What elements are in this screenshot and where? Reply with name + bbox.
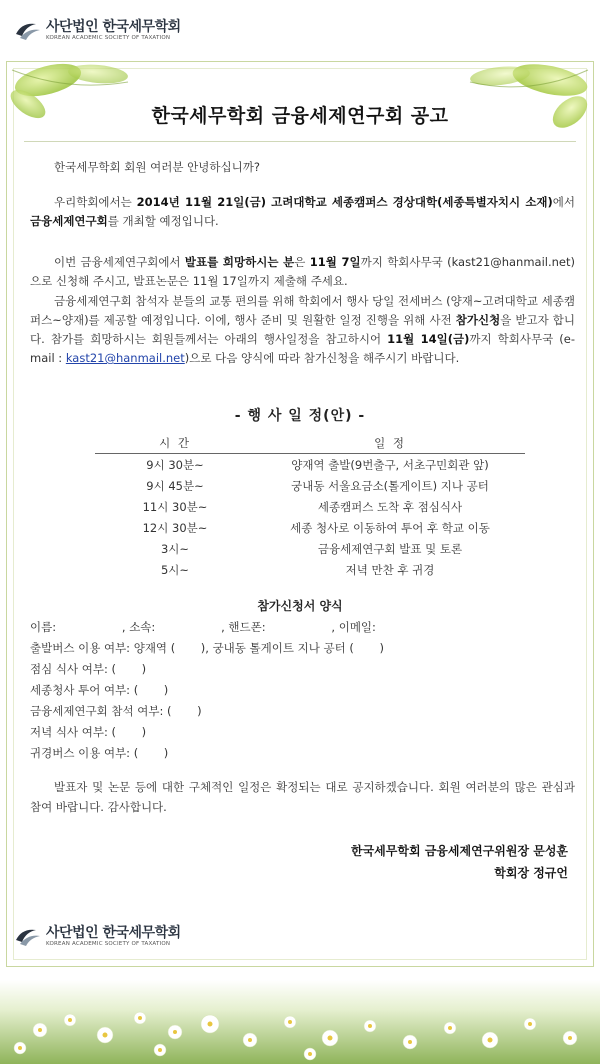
form-row-contact: 이름: , 소속: , 핸드폰: , 이메일: (30, 620, 376, 634)
email-link[interactable]: kast21@hanmail.net (65, 351, 185, 365)
table-row (95, 475, 525, 496)
event-name: 금융세제연구회 (30, 214, 108, 228)
greeting: 한국세무학회 회원 여러분 안녕하십니까? (54, 160, 260, 174)
schedule-time: 5시~ (160, 562, 190, 577)
closing-text: 발표자 및 논문 등에 대한 구체적인 일정은 확정되는 대로 공지하겠습니다. 회원 여러분의 많은 관심과 참여 바랍니다. 감사합니다. (30, 780, 575, 814)
table-row (95, 454, 525, 476)
form-row-tour: 세종청사 투어 여부: ( ) (30, 683, 169, 697)
flower-meadow-decoration-icon (0, 980, 600, 1064)
schedule-event: 세종 청사로 이동하여 투어 후 학교 이동 (290, 520, 490, 535)
schedule-event: 금융세제연구회 발표 및 토론 (317, 541, 463, 556)
registration-form (30, 617, 575, 764)
para2-text-1: 이번 금융세제연구회에서 (54, 255, 185, 269)
title-divider (24, 141, 576, 142)
schedule-event: 저녁 만찬 후 귀경 (345, 562, 435, 577)
form-row-return-bus: 귀경버스 이용 여부: ( ) (30, 746, 169, 760)
notice-title: 한국세무학회 금융세제연구회 공고 (151, 105, 449, 127)
schedule-time: 3시~ (160, 541, 190, 556)
schedule-time: 9시 45분~ (146, 478, 204, 493)
schedule-time: 12시 30분~ (142, 520, 208, 535)
para3-text-4: )으로 다음 양식에 따라 참가신청을 해주시기 바랍니다. (184, 351, 460, 365)
schedule-time: 11시 30분~ (142, 499, 208, 514)
schedule-header-event: 일 정 (255, 433, 525, 454)
schedule-event: 양재역 출발(9번출구, 서초구민회관 앞) (291, 457, 489, 472)
society-name-en: KOREAN ACADEMIC SOCIETY OF TAXATION (46, 941, 171, 947)
paragraph-presenters (30, 253, 575, 291)
para2-text-3: 까지 학회사무국 (kast21@hanmail.net)으로 신청해 주시고, 발표논문은 11월 17일까지 제출해 주세요. (30, 255, 575, 288)
table-row (95, 538, 525, 559)
closing-paragraph (30, 777, 575, 817)
society-name-kr: 사단법인 한국세무학회 (46, 19, 181, 35)
event-date-venue: 2014년 11월 21일(금) 고려대학교 세종캠퍼스 경상대학(세종특별자치시 소재) (136, 195, 553, 209)
society-emblem-icon (14, 926, 42, 948)
schedule-event: 궁내동 서울요금소(톨게이트) 지나 공터 (291, 478, 489, 493)
society-emblem-icon (14, 20, 42, 42)
schedule-title: - 행 사 일 정(안) - (234, 408, 366, 424)
para1-text-2: 에서 (552, 195, 576, 209)
society-name-kr: 사단법인 한국세무학회 (46, 925, 181, 941)
schedule-header-time: 시 간 (95, 433, 255, 454)
paragraph-registration (30, 292, 575, 368)
para1-text-3: 를 개최할 예정입니다. (107, 214, 219, 228)
para1-text-1: 우리학회에서는 (54, 195, 137, 209)
para2-text-2: 은 (294, 255, 310, 269)
society-logo-bottom (14, 926, 181, 948)
paragraph-event (30, 193, 575, 231)
registration-deadline: 11월 14일(금) (387, 332, 470, 346)
presenter-call: 발표를 희망하시는 분 (184, 255, 295, 269)
form-row-departure-bus: 출발버스 이용 여부: 양재역 ( ), 궁내동 톨게이트 지나 공터 ( ) (30, 641, 384, 655)
table-row (95, 559, 525, 580)
form-title: 참가신청서 양식 (257, 599, 343, 613)
form-row-dinner: 저녁 식사 여부: ( ) (30, 725, 147, 739)
para3-text-1: 금융세제연구회 참석자 분들의 교통 편의를 위해 학회에서 행사 당일 전세버스 (양재~고려대학교 세종캠퍼스~양재)를 제공할 예정입니다. 이에, 행사 준비 및 원활한 일정 진행을 위해 사전 (30, 294, 575, 327)
schedule-table (95, 433, 525, 580)
table-row (95, 496, 525, 517)
para3-text-3: 까지 학회사무국 (e-mail : (30, 332, 576, 365)
presenter-deadline: 11월 7일 (309, 255, 361, 269)
signature-president: 학회장 정규언 (494, 866, 568, 880)
society-logo-top (14, 20, 181, 42)
schedule-event: 세종캠퍼스 도착 후 점심식사 (317, 499, 463, 514)
form-row-attendance: 금융세제연구회 참석 여부: ( ) (30, 704, 202, 718)
schedule-time: 9시 30분~ (146, 457, 204, 472)
registration-keyword: 참가신청 (455, 313, 501, 327)
table-row (95, 517, 525, 538)
form-row-lunch: 점심 식사 여부: ( ) (30, 662, 147, 676)
para3-text-2: 을 받고자 합니다. 참가를 희망하시는 회원들께서는 아래의 행사일정을 참고하시어 (30, 313, 575, 346)
signature-chair: 한국세무학회 금융세제연구위원장 문성훈 (350, 844, 568, 858)
society-name-en: KOREAN ACADEMIC SOCIETY OF TAXATION (46, 35, 171, 41)
